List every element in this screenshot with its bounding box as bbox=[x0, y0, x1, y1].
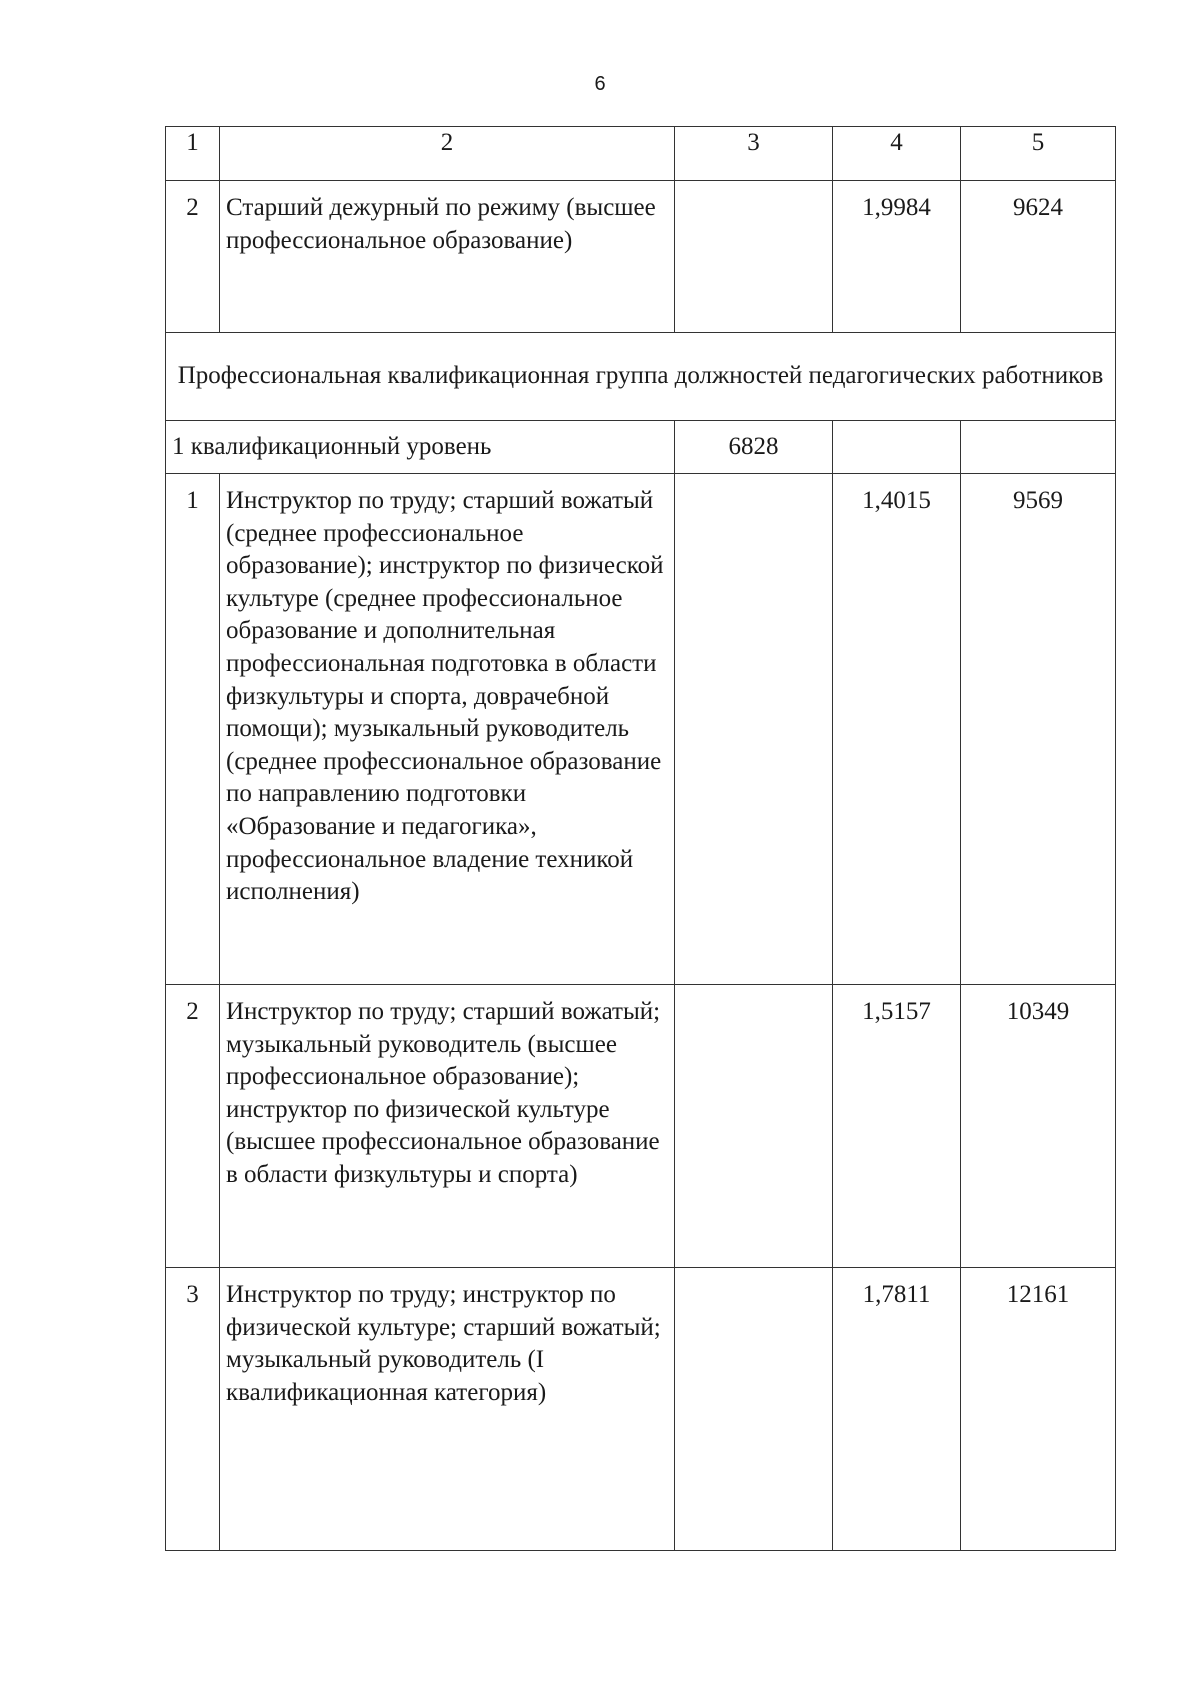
base-salary-cell bbox=[675, 474, 833, 985]
table-row bbox=[166, 985, 1116, 1268]
salary-amount-cell: 12161 bbox=[961, 1268, 1116, 1551]
table-row bbox=[166, 1268, 1116, 1551]
coefficient-cell: 1,5157 bbox=[833, 985, 961, 1268]
column-header-5: 5 bbox=[961, 127, 1116, 181]
group-title-row bbox=[166, 333, 1116, 421]
base-salary-cell bbox=[675, 181, 833, 333]
page-number: 6 bbox=[594, 73, 606, 95]
base-salary-cell bbox=[675, 985, 833, 1268]
row-number: 1 bbox=[166, 474, 220, 985]
column-header-4: 4 bbox=[833, 127, 961, 181]
salary-amount-cell: 9569 bbox=[961, 474, 1116, 985]
salary-amount-cell: 10349 bbox=[961, 985, 1116, 1268]
qualification-level-base-salary: 6828 bbox=[675, 421, 833, 474]
base-salary-cell bbox=[675, 1268, 833, 1551]
coefficient-cell: 1,7811 bbox=[833, 1268, 961, 1551]
salary-table bbox=[165, 126, 1116, 1551]
qualification-level-col4 bbox=[833, 421, 961, 474]
group-title: Профессиональная квалификационная группа должностей педагогических работников bbox=[166, 333, 1116, 421]
coefficient-cell: 1,4015 bbox=[833, 474, 961, 985]
table-row bbox=[166, 474, 1116, 985]
column-header-3: 3 bbox=[675, 127, 833, 181]
column-header-2: 2 bbox=[220, 127, 675, 181]
qualification-level-title: 1 квалификационный уровень bbox=[166, 421, 675, 474]
position-description: Инструктор по труду; старший вожатый (среднее профессиональное образование); инструктор по физической культуре (среднее профессиональное образование и дополнительная профессиональная подготовка в области физкультуры и спорта, доврачебной помощи); музыкальный руководитель (среднее профессиональное образование по направлению подготовки «Образование и педагогика», профессиональное владение техникой исполнения) bbox=[220, 474, 675, 985]
row-number: 3 bbox=[166, 1268, 220, 1551]
table-header-row bbox=[166, 127, 1116, 181]
coefficient-cell: 1,9984 bbox=[833, 181, 961, 333]
table-row bbox=[166, 181, 1116, 333]
salary-amount-cell: 9624 bbox=[961, 181, 1116, 333]
qualification-level-col5 bbox=[961, 421, 1116, 474]
position-description: Инструктор по труду; старший вожатый; музыкальный руководитель (высшее профессиональное образование); инструктор по физической культуре (высшее профессиональное образование в области физкультуры и спорта) bbox=[220, 985, 675, 1268]
row-number: 2 bbox=[166, 181, 220, 333]
column-header-1: 1 bbox=[166, 127, 220, 181]
row-number: 2 bbox=[166, 985, 220, 1268]
position-description: Старший дежурный по режиму (высшее профессиональное образование) bbox=[220, 181, 675, 333]
position-description: Инструктор по труду; инструктор по физической культуре; старший вожатый; музыкальный руководитель (I квалификационная категория) bbox=[220, 1268, 675, 1551]
qualification-level-row bbox=[166, 421, 1116, 474]
